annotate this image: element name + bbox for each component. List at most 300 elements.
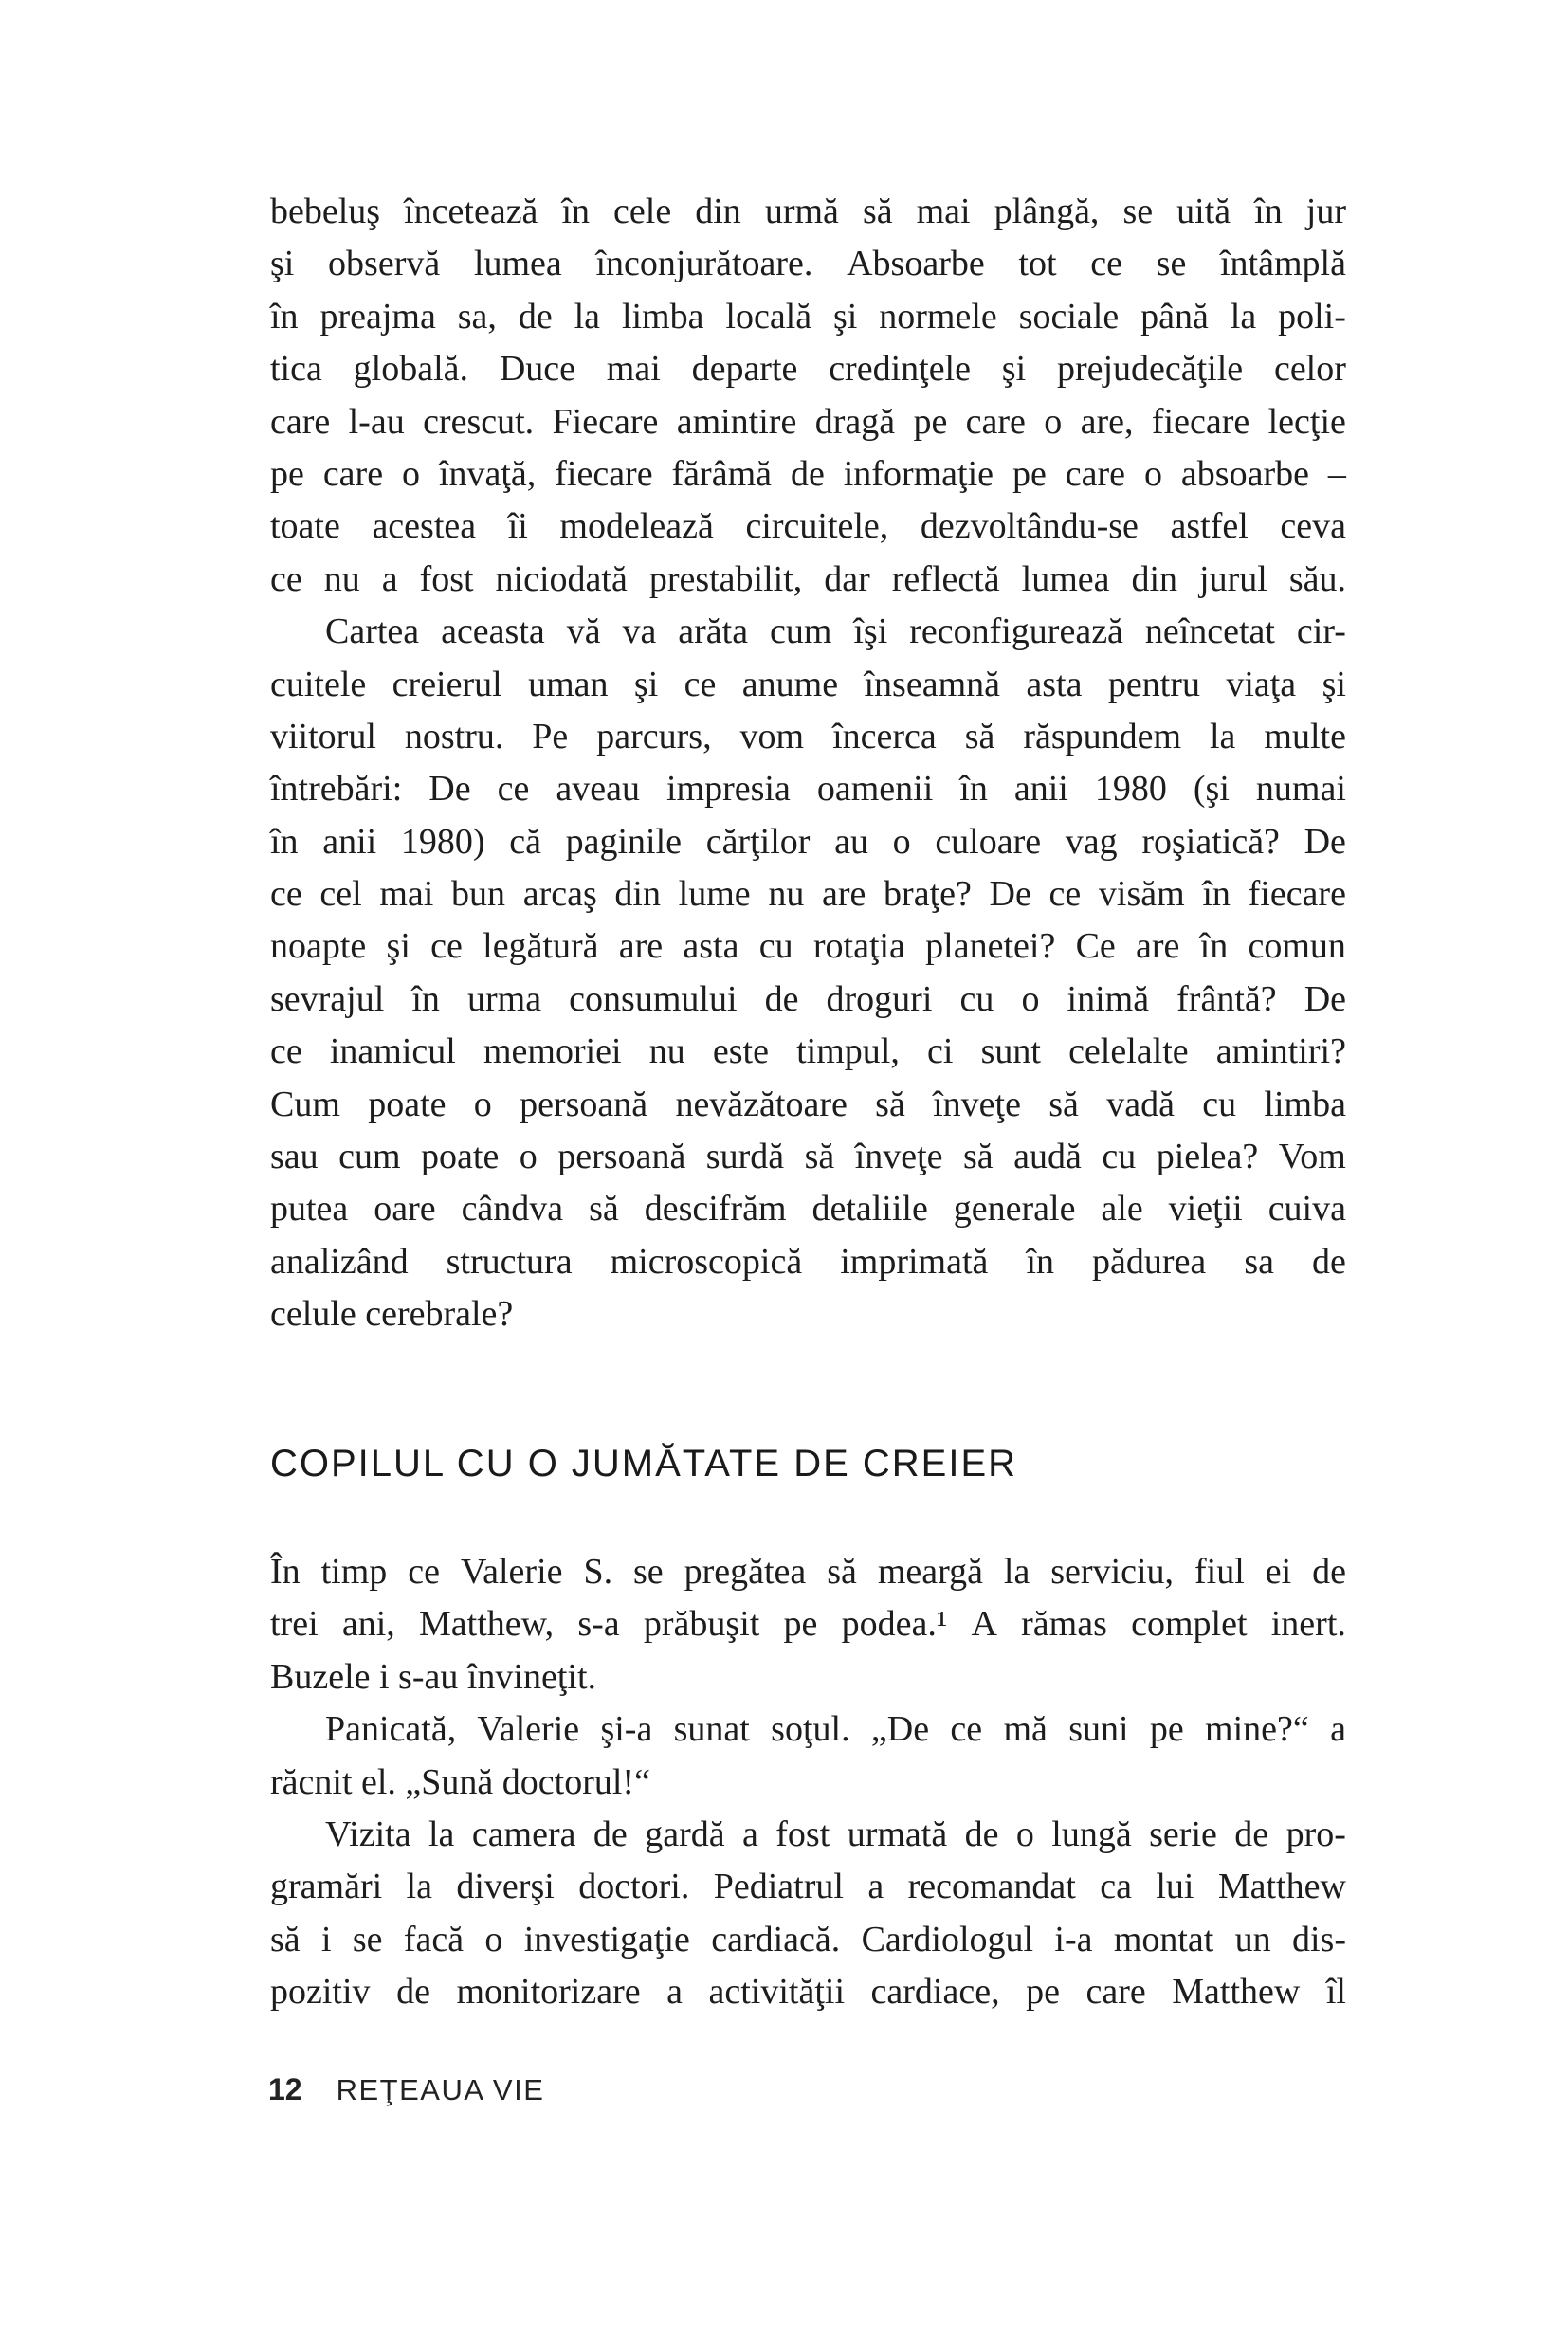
word: o <box>1044 401 1063 442</box>
word: oamenii <box>816 769 934 810</box>
word: credinţele <box>829 349 971 390</box>
word: mai <box>606 349 661 390</box>
word: până <box>1140 296 1209 337</box>
word: ce <box>1090 244 1122 284</box>
word: amintire <box>676 401 797 442</box>
word: crescut. <box>423 401 535 442</box>
word: frântă? <box>1176 978 1277 1019</box>
word: Matthew <box>1217 1867 1346 1907</box>
text-line: celule cerebrale? <box>270 1294 514 1335</box>
word: gardă <box>645 1813 725 1854</box>
word: Vizita <box>325 1813 411 1854</box>
word: vag <box>1065 821 1118 862</box>
word: multe <box>1264 716 1346 756</box>
word: timpul, <box>796 1031 900 1072</box>
word: fiecare <box>1151 401 1250 442</box>
word: departe <box>691 349 798 390</box>
word: mai <box>916 191 971 231</box>
word: pregătea <box>684 1552 807 1592</box>
word: în <box>1202 874 1231 915</box>
word: în <box>959 769 988 810</box>
word: roşiatică? <box>1141 821 1280 862</box>
text-line <box>270 1026 1346 1078</box>
text-line <box>270 606 1346 658</box>
word: rămas <box>1021 1604 1107 1645</box>
word: cele <box>613 191 672 231</box>
word: detaliile <box>811 1189 928 1230</box>
word: jur <box>1305 191 1346 231</box>
text-line <box>270 238 1346 290</box>
word: globală. <box>353 349 469 390</box>
word: nu <box>648 1031 685 1072</box>
word: Pediatrul <box>713 1867 844 1907</box>
word: celor <box>1273 349 1346 390</box>
word: de <box>764 978 799 1019</box>
text-line <box>270 816 1346 868</box>
word: montat <box>1113 1919 1214 1959</box>
word: ce <box>270 874 302 915</box>
word: „De <box>870 1709 930 1750</box>
word: impresia <box>666 769 791 810</box>
word: de <box>964 1813 999 1854</box>
word: pe <box>783 1604 818 1645</box>
word: cu <box>758 926 793 967</box>
word: şi <box>633 664 659 704</box>
word: cu <box>1202 1084 1237 1124</box>
word: Fiecare <box>552 401 659 442</box>
word: a <box>1330 1709 1346 1750</box>
word: dragă <box>814 401 896 442</box>
word: din <box>1131 558 1178 599</box>
word: a <box>742 1813 758 1854</box>
page-footer <box>268 2072 544 2107</box>
word: Absoarbe <box>847 244 985 284</box>
word: cum <box>338 1137 401 1177</box>
text-line <box>270 1546 1346 1598</box>
text-line <box>270 1914 1346 1966</box>
word: a <box>666 1972 683 2013</box>
word: poate <box>368 1084 447 1124</box>
word: se <box>1122 191 1154 231</box>
word: niciodată <box>495 558 628 599</box>
word: şi <box>833 296 858 337</box>
word: îşi <box>853 611 888 652</box>
word: ce <box>684 664 717 704</box>
text-line <box>270 1704 1346 1756</box>
word: normele <box>879 296 997 337</box>
word: de <box>790 453 825 494</box>
word: sa, <box>457 296 497 337</box>
word: ale <box>1101 1189 1143 1230</box>
text-line <box>270 1079 1346 1131</box>
word: prejudecăţile <box>1056 349 1244 390</box>
word: ce <box>270 558 302 599</box>
word: întâmplă <box>1220 244 1346 284</box>
word: anii <box>1013 769 1068 810</box>
word: observă <box>328 244 441 284</box>
word: – <box>1327 453 1346 494</box>
paragraph <box>270 186 1346 606</box>
word: structura <box>446 1241 573 1282</box>
word: să <box>589 1189 619 1230</box>
word: pe <box>1012 453 1047 494</box>
word: arăta <box>678 611 749 652</box>
word: aceasta <box>441 611 545 652</box>
word: numai <box>1255 769 1346 810</box>
word: pădurea <box>1092 1241 1207 1282</box>
word: anume <box>741 664 839 704</box>
word: paginile <box>565 821 683 862</box>
word: fiecare <box>555 453 653 494</box>
word: comun <box>1248 926 1346 967</box>
word: ce <box>408 1552 440 1592</box>
word: ce <box>430 926 463 967</box>
word: lume <box>678 874 751 915</box>
body-text <box>270 186 1346 1341</box>
word: mai <box>379 874 434 915</box>
word: Valerie <box>477 1709 580 1750</box>
word: visăm <box>1098 874 1185 915</box>
word: limba <box>621 296 704 337</box>
word: aveau <box>556 769 640 810</box>
word: care <box>322 453 384 494</box>
word: ani, <box>341 1604 395 1645</box>
word: său. <box>1288 558 1346 599</box>
word: care <box>1065 453 1126 494</box>
word: putea <box>270 1189 349 1230</box>
word: imprimată <box>840 1241 989 1282</box>
text-line <box>270 291 1346 343</box>
word: de <box>1234 1813 1269 1854</box>
word: astfel <box>1170 506 1249 547</box>
word: o <box>484 1919 503 1959</box>
word: sa <box>1244 1241 1274 1282</box>
word: pro- <box>1285 1813 1346 1854</box>
word: se <box>352 1919 383 1959</box>
word: Cardiologul <box>861 1919 1034 1959</box>
word: a <box>381 558 398 599</box>
word: îi <box>507 506 528 547</box>
word: din <box>695 191 741 231</box>
word: la <box>1003 1552 1030 1592</box>
word: locală <box>725 296 812 337</box>
word: nostru. <box>404 716 504 756</box>
word: tot <box>1018 244 1057 284</box>
word: bebeluş <box>270 191 381 231</box>
word: în <box>1199 926 1229 967</box>
word: o <box>1015 1813 1034 1854</box>
word: să <box>827 1552 857 1592</box>
word: rotaţia <box>812 926 905 967</box>
word: o <box>519 1137 538 1177</box>
word: cuitele <box>270 664 367 704</box>
word: lumea <box>1021 558 1110 599</box>
word: cu <box>959 978 994 1019</box>
word: pozitiv <box>270 1972 371 2013</box>
word: cărţilor <box>705 821 811 862</box>
word: poate <box>421 1137 500 1177</box>
word: de <box>1312 1552 1346 1592</box>
word: de <box>518 296 553 337</box>
word: urmată <box>847 1813 948 1854</box>
word: doctori. <box>578 1867 690 1907</box>
word: o <box>402 453 421 494</box>
word: asta <box>1026 664 1083 704</box>
word: care <box>270 401 331 442</box>
word: fiecare <box>1248 874 1346 915</box>
word: la <box>428 1813 455 1854</box>
paragraph <box>270 1546 1346 1704</box>
paragraph <box>270 1704 1346 1809</box>
word: este <box>712 1031 769 1072</box>
word: Cum <box>270 1084 340 1124</box>
text-line <box>270 554 1346 606</box>
word: vom <box>739 716 805 756</box>
word: generale <box>953 1189 1076 1230</box>
text-line <box>270 659 1346 711</box>
word: va <box>622 611 657 652</box>
word: cardiace, <box>870 1972 1000 2013</box>
word: o <box>473 1084 492 1124</box>
word: dezvoltându-se <box>920 506 1139 547</box>
text-line <box>270 396 1346 448</box>
word: şi <box>1001 349 1027 390</box>
word: În <box>270 1552 301 1592</box>
word: sevrajul <box>270 978 385 1019</box>
word: şi <box>1322 664 1346 704</box>
word: tica <box>270 349 322 390</box>
word: urma <box>467 978 542 1019</box>
word: amintiri? <box>1215 1031 1346 1072</box>
word: are <box>1136 926 1180 967</box>
word: l-au <box>348 401 405 442</box>
word: complet <box>1131 1604 1248 1645</box>
word: neîncetat <box>1144 611 1275 652</box>
word: pielea? <box>1156 1137 1259 1177</box>
word: ce <box>270 1031 302 1072</box>
word: A <box>971 1604 997 1645</box>
word: învaţă, <box>438 453 537 494</box>
word: pe <box>913 401 948 442</box>
text-line <box>270 1861 1346 1913</box>
word: nu <box>768 874 805 915</box>
word: şi <box>270 244 295 284</box>
section-text <box>270 1546 1346 2019</box>
word: De <box>1304 978 1346 1019</box>
word: urmă <box>764 191 839 231</box>
word: bun <box>451 874 506 915</box>
word: şi <box>386 926 410 967</box>
word: cum <box>770 611 832 652</box>
word: facă <box>403 1919 465 1959</box>
word: acestea <box>372 506 477 547</box>
word: jurul <box>1199 558 1267 599</box>
text-line <box>270 1236 1346 1288</box>
word: uită <box>1176 191 1231 231</box>
word: înseamnă <box>864 664 1000 704</box>
word: cuiva <box>1267 1189 1346 1230</box>
word: suni <box>1068 1709 1129 1750</box>
word: modelează <box>559 506 714 547</box>
word: sunat <box>673 1709 750 1750</box>
word: că <box>509 821 541 862</box>
word: întrebări: <box>270 769 403 810</box>
word: se <box>633 1552 664 1592</box>
word: gramări <box>270 1867 383 1907</box>
word: în <box>1026 1241 1055 1282</box>
word: anii <box>322 821 377 862</box>
word: fost <box>775 1813 830 1854</box>
word: poli- <box>1278 296 1346 337</box>
page-number: 12 <box>268 2072 302 2106</box>
text-line <box>270 711 1346 763</box>
word: Duce <box>499 349 575 390</box>
word: înconjurătoare. <box>595 244 813 284</box>
word: dis- <box>1291 1919 1346 1959</box>
text-line <box>270 1131 1346 1183</box>
word: o <box>1143 453 1162 494</box>
word: preajma <box>319 296 436 337</box>
word: De <box>428 769 471 810</box>
word: Pe <box>532 716 569 756</box>
word: să <box>804 1137 835 1177</box>
word: Ce <box>1075 926 1116 967</box>
word: de <box>593 1813 628 1854</box>
word: care <box>1085 1972 1146 2013</box>
word: microscopică <box>610 1241 803 1282</box>
text-line <box>270 501 1346 553</box>
word: vă <box>566 611 601 652</box>
text-line <box>270 1809 1346 1861</box>
word: să <box>1048 1084 1079 1124</box>
word: la <box>1210 716 1236 756</box>
word: un <box>1234 1919 1271 1959</box>
word: investigaţie <box>523 1919 690 1959</box>
text-line <box>270 974 1346 1026</box>
word: culoare <box>935 821 1042 862</box>
word: analizând <box>270 1241 409 1282</box>
word: mine?“ <box>1205 1709 1309 1750</box>
word: lungă <box>1051 1813 1132 1854</box>
word: în <box>561 191 591 231</box>
word: nevăzătoare <box>675 1084 848 1124</box>
word: legătură <box>483 926 599 967</box>
word: diverşi <box>456 1867 555 1907</box>
text-line <box>270 343 1346 395</box>
word: a <box>867 1867 884 1907</box>
word: sociale <box>1018 296 1120 337</box>
word: la <box>574 296 601 337</box>
word: circuitele, <box>745 506 889 547</box>
word: se <box>1156 244 1187 284</box>
word: toate <box>270 506 340 547</box>
word: vieţii <box>1168 1189 1243 1230</box>
word: uman <box>528 664 609 704</box>
word: absoarbe <box>1180 453 1309 494</box>
word: arcaş <box>522 874 597 915</box>
word: sunt <box>980 1031 1041 1072</box>
word: i <box>320 1919 332 1959</box>
word: Matthew, <box>419 1604 555 1645</box>
word: să <box>862 191 893 231</box>
word: memoriei <box>483 1031 622 1072</box>
text-line: răcnit el. „Sună doctorul!“ <box>270 1761 650 1802</box>
word: încetează <box>404 191 538 231</box>
paragraph <box>270 1809 1346 2019</box>
word: la <box>1230 296 1257 337</box>
word: asta <box>683 926 739 967</box>
word: să <box>963 1137 994 1177</box>
text-line <box>270 186 1346 238</box>
word: De <box>1304 821 1346 862</box>
word: o <box>892 821 911 862</box>
word: are, <box>1080 401 1134 442</box>
word: pentru <box>1107 664 1200 704</box>
word: să <box>875 1084 905 1124</box>
word: timp <box>320 1552 388 1592</box>
word: o <box>1021 978 1040 1019</box>
word: Valerie <box>460 1552 563 1592</box>
word: Matthew <box>1172 1972 1301 2013</box>
word: activităţii <box>708 1972 846 2013</box>
word: ca <box>1100 1867 1132 1907</box>
word: informaţie <box>843 453 994 494</box>
text-line <box>270 1966 1346 2018</box>
word: 1980 <box>1094 769 1167 810</box>
word: cândva <box>461 1189 564 1230</box>
word: reconfigurează <box>909 611 1123 652</box>
word: dar <box>824 558 870 599</box>
word: şi-a <box>600 1709 653 1750</box>
word: celelalte <box>1068 1031 1189 1072</box>
word: plângă, <box>994 191 1100 231</box>
word: serviciu, <box>1050 1552 1175 1592</box>
word: lumea <box>473 244 562 284</box>
word: trei <box>270 1604 319 1645</box>
word: recomandat <box>907 1867 1076 1907</box>
word: consumului <box>569 978 738 1019</box>
word: podea.¹ <box>841 1604 948 1645</box>
word: cardiacă. <box>711 1919 841 1959</box>
word: nu <box>323 558 360 599</box>
word: De <box>989 874 1031 915</box>
word: cu <box>1102 1137 1137 1177</box>
text-line: Buzele i s-au învineţit. <box>270 1656 597 1697</box>
word: (şi <box>1193 769 1230 810</box>
word: 1980) <box>400 821 485 862</box>
word: surdă <box>705 1137 785 1177</box>
word: prestabilit, <box>648 558 803 599</box>
word: reflectă <box>891 558 1000 599</box>
word: Vom <box>1278 1137 1346 1177</box>
word: parcurs, <box>596 716 712 756</box>
word: S. <box>583 1552 613 1592</box>
word: persoană <box>557 1137 686 1177</box>
section-heading: COPILUL CU O JUMĂTATE DE CREIER <box>270 1443 1018 1485</box>
word: prăbuşit <box>643 1604 760 1645</box>
word: ce <box>497 769 530 810</box>
word: braţe? <box>884 874 972 915</box>
word: îl <box>1325 1972 1346 2013</box>
word: cel <box>319 874 362 915</box>
word: inert. <box>1270 1604 1346 1645</box>
word: de <box>396 1972 430 2013</box>
word: inimă <box>1067 978 1150 1019</box>
word: răspundem <box>1023 716 1182 756</box>
word: creierul <box>392 664 502 704</box>
word: fiul <box>1194 1552 1245 1592</box>
word: în <box>270 821 299 862</box>
